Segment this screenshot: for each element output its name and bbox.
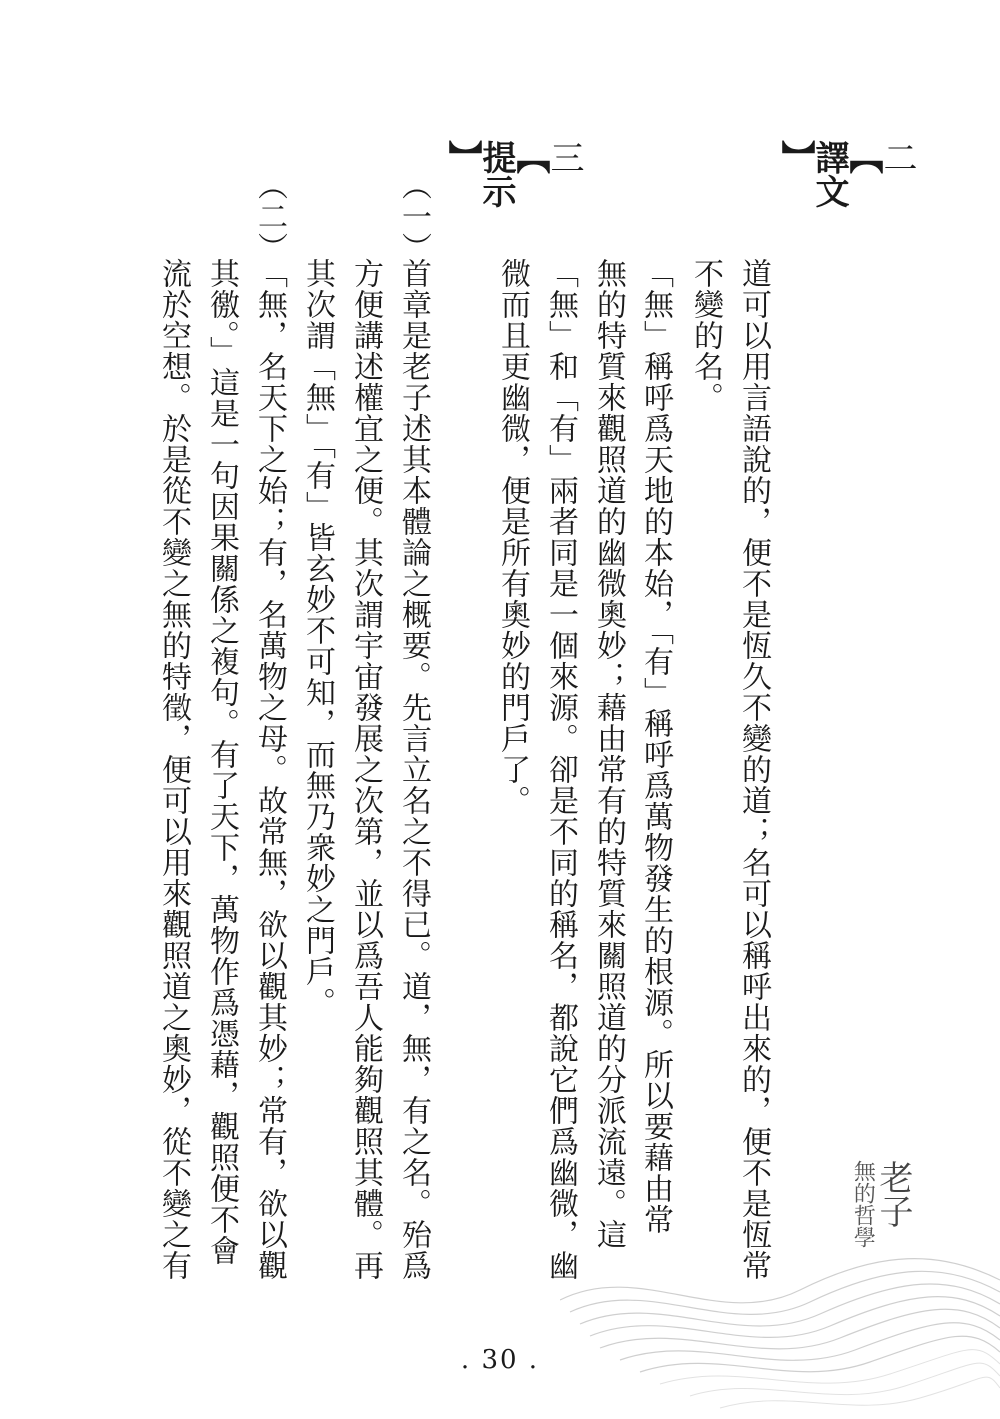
hint-column: 「無，名天下之始；有，名萬物之母。故常無，欲以觀其妙；常有，欲以觀 — [252, 258, 287, 1281]
section-heading-translation — [775, 140, 917, 208]
page-number: . 30 . — [460, 1345, 540, 1375]
section-number: 三 — [544, 140, 584, 174]
translation-column: 無的特質來觀照道的幽微奧妙；藉由常有的特質來關照道的分派流遠。這 — [591, 258, 626, 1250]
translation-column: 不變的名。 — [688, 258, 723, 413]
hint-column: 其徼。」這是一句因果關係之複句。有了天下，萬物作爲憑藉，觀照便不會 — [204, 258, 239, 1266]
bracket-left: 【 — [843, 140, 883, 174]
hint-column: 其次謂「無」「有」皆玄妙不可知，而無乃衆妙之門戶。 — [300, 258, 335, 1018]
translation-column: 「無」和「有」兩者同是一個來源。卻是不同的稱名，都說它們爲幽微，幽 — [543, 258, 578, 1281]
bracket-right: 】 — [442, 140, 482, 174]
translation-column: 「無」稱呼爲天地的本始，「有」稱呼爲萬物發生的根源。所以要藉由常 — [638, 258, 673, 1235]
section-heading-hint — [442, 140, 584, 208]
logo-sub: 無的哲學 — [850, 1160, 876, 1248]
section-title: 譯文 — [809, 140, 849, 208]
translation-column: 微而且更幽微，便是所有奧妙的門戶了。 — [495, 258, 530, 816]
hint-column: 方便講述權宜之便。其次謂宇宙發展之次第，並以爲吾人能夠觀照其體。再 — [348, 258, 383, 1281]
logo-main: 老子 — [873, 1160, 913, 1228]
translation-column: 道可以用言語說的，便不是恆久不變的道；名可以稱呼出來的，便不是恆常 — [736, 258, 771, 1281]
section-title: 提示 — [476, 140, 516, 208]
wave-decoration-icon — [560, 1240, 1000, 1419]
section-number: 二 — [877, 140, 917, 174]
hint-item-marker: （一） — [396, 170, 431, 263]
hint-column: 首章是老子述其本體論之概要。先言立名之不得已。道，無，有之名。殆爲 — [396, 258, 431, 1281]
bracket-left: 【 — [510, 140, 550, 174]
book-logo — [814, 1160, 913, 1250]
hint-column: 流於空想。於是從不變之無的特徵，便可以用來觀照道之奧妙，從不變之有 — [156, 258, 191, 1281]
hint-item-marker: （二） — [252, 170, 287, 263]
bracket-right: 】 — [775, 140, 815, 174]
